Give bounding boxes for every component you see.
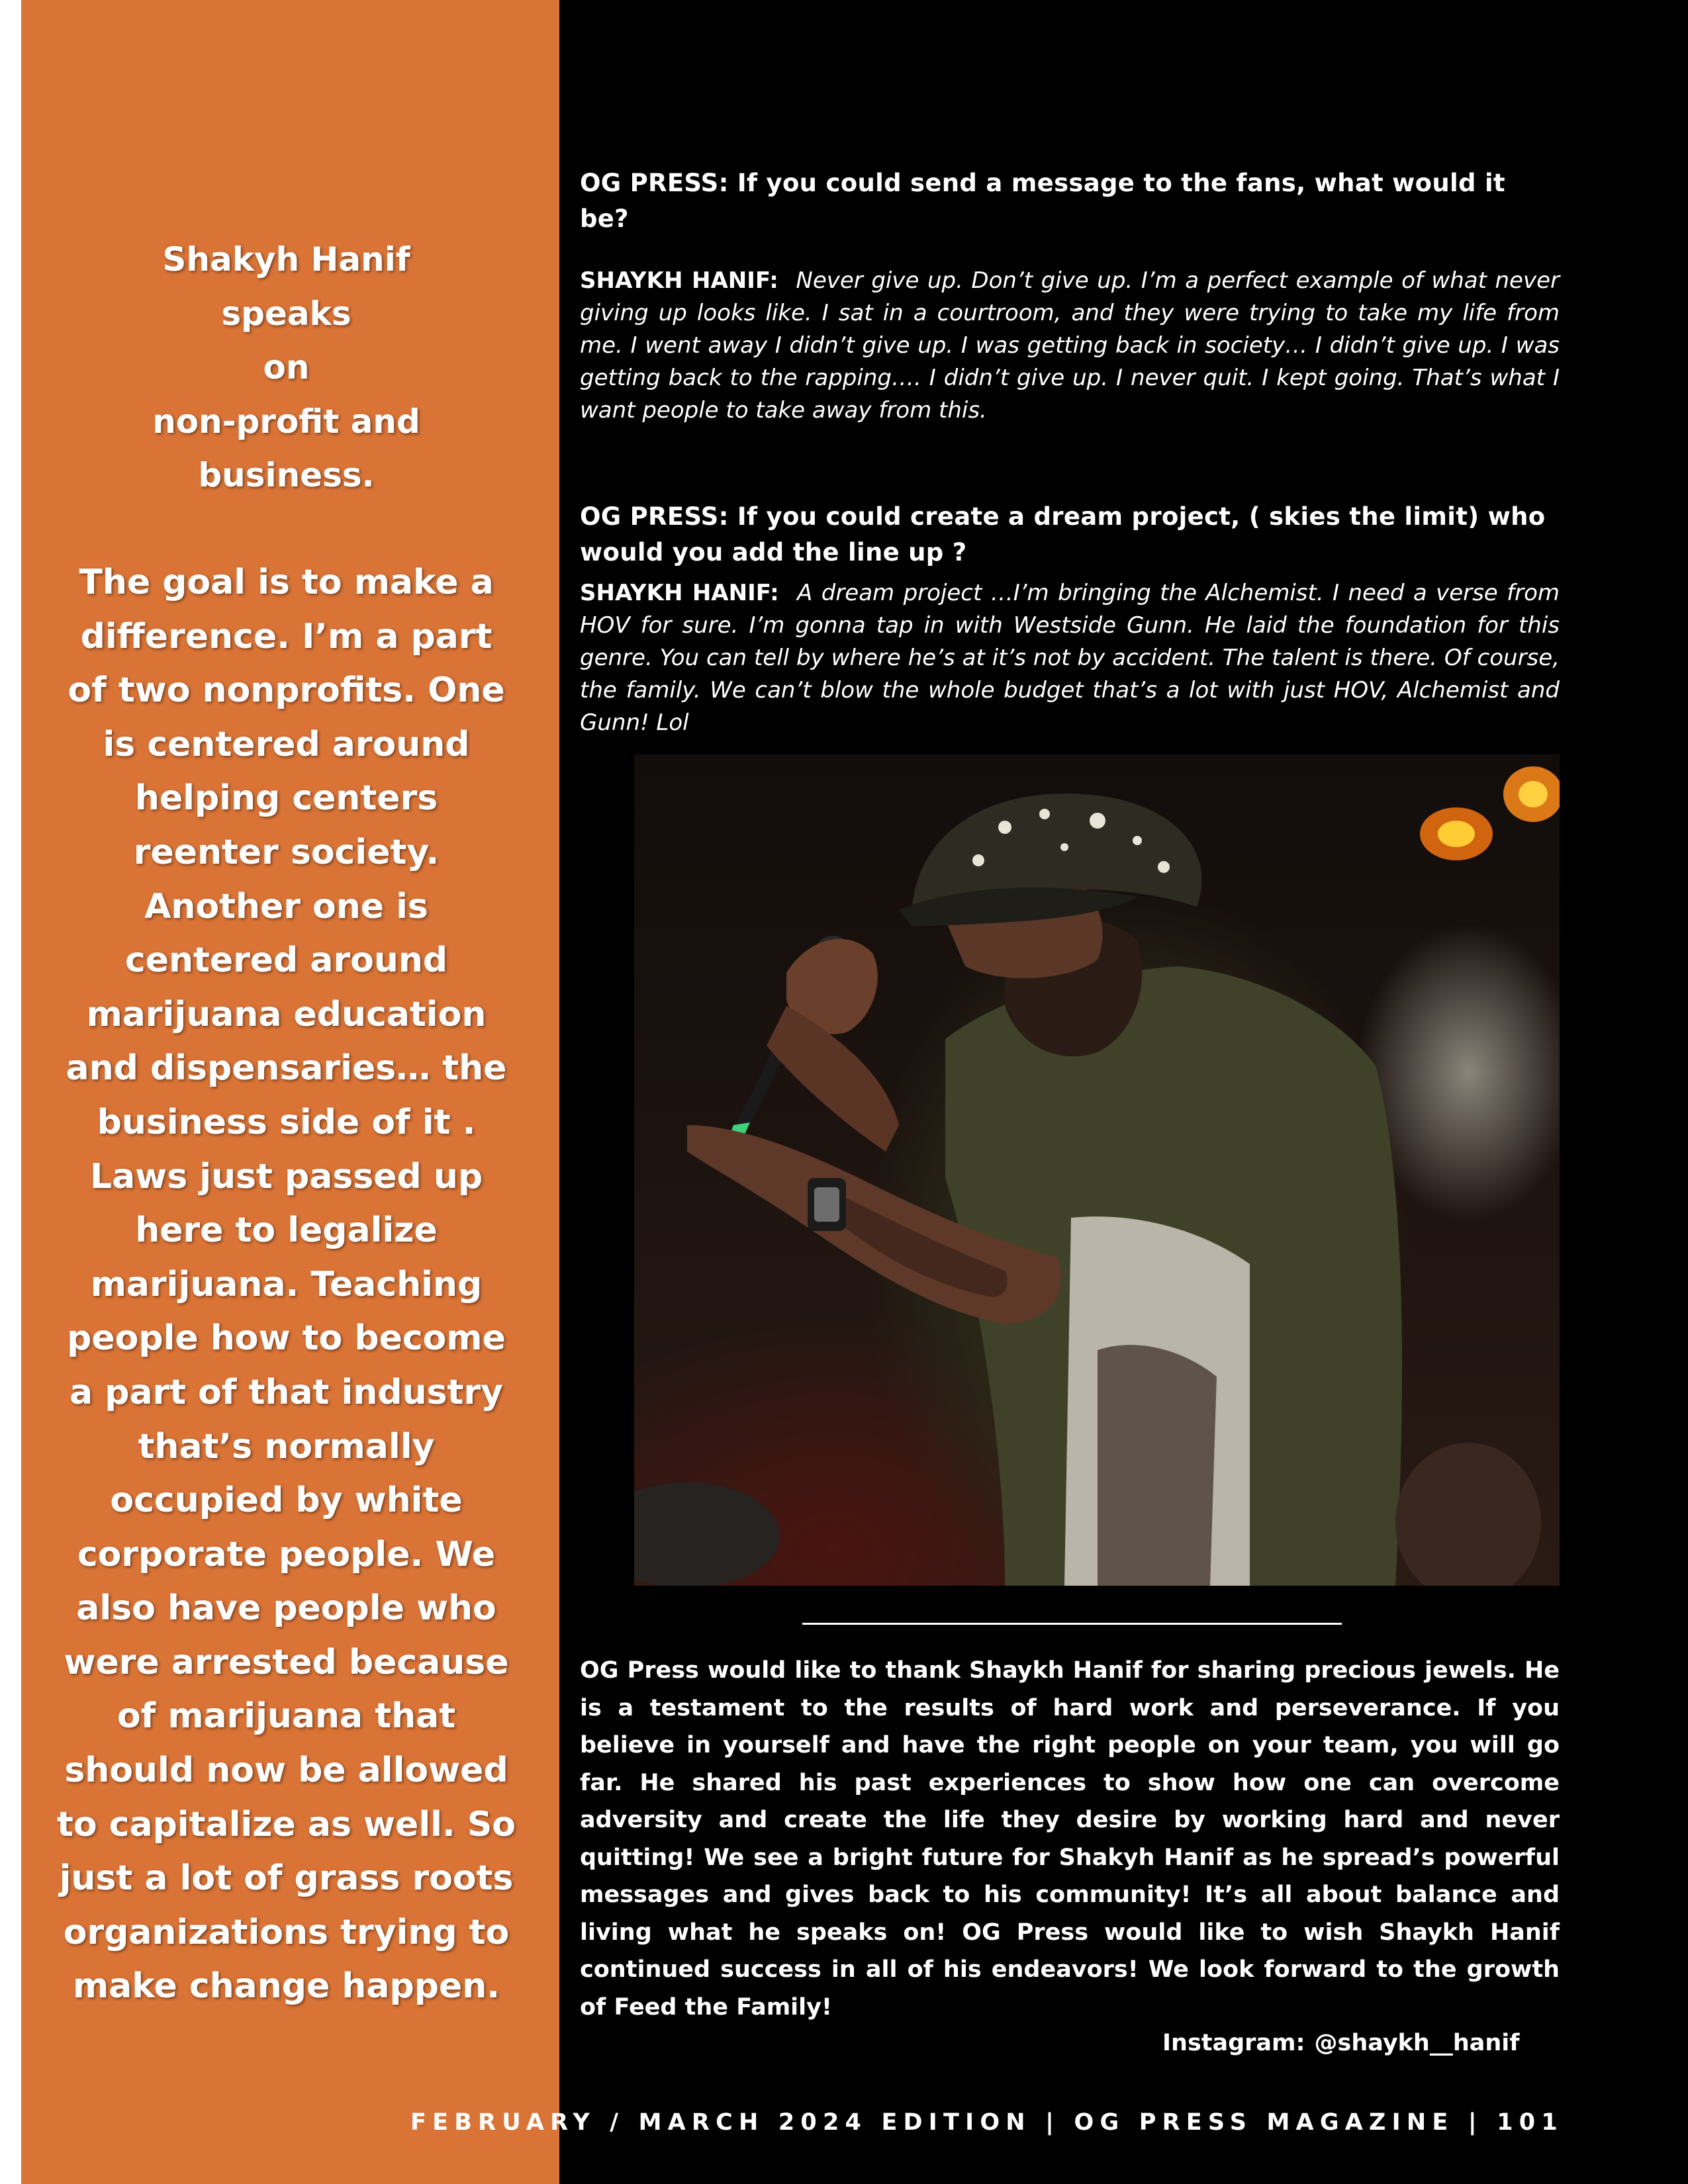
sidebar-heading-line: Shakyh Hanif	[162, 240, 410, 279]
interview-block-2	[580, 499, 1560, 739]
sidebar-heading	[46, 233, 526, 503]
sidebar-heading-line: speaks	[221, 294, 352, 333]
sidebar-heading-line: on	[263, 348, 310, 387]
pull-quote-line: marijuana education	[86, 994, 487, 1034]
performer-photo	[634, 754, 1560, 1586]
pull-quote-line: here to legalize	[135, 1210, 438, 1251]
performer-illustration	[634, 754, 1560, 1586]
sidebar-heading-line: business.	[198, 456, 375, 494]
interview-question: OG PRESS: If you could create a dream project, ( skies the limit) who would you add the line up ?	[580, 502, 1546, 567]
pull-quote-line: that’s normally	[138, 1426, 435, 1467]
page-footer: FEBRUARY / MARCH 2024 EDITION | OG PRESS MAGAZINE | 101	[410, 2109, 1564, 2136]
pull-quote-line: occupied by white	[110, 1480, 463, 1521]
pull-quote-line: to capitalize as well. So	[56, 1804, 516, 1844]
pull-quote-line: marijuana. Teaching	[90, 1264, 483, 1304]
pull-quote-line: reenter society.	[133, 832, 440, 872]
sidebar-heading-line: non-profit and	[152, 402, 420, 441]
pull-quote-line: and dispensaries… the	[66, 1048, 507, 1089]
pull-quote-line: a part of that industry	[70, 1372, 503, 1412]
pull-quote-line: of marijuana that	[117, 1696, 456, 1737]
instagram-label: Instagram:	[1162, 2030, 1305, 2056]
interview-question: OG PRESS: If you could send a message to the fans, what would it be?	[580, 169, 1505, 233]
pull-quote-line: Another one is	[144, 886, 428, 927]
answer-text: Never give up. Don’t give up. I’m a perfect example of what never giving up looks like. I sat in a courtroom, and they were trying to take my life from me. I went away I didn’t give up. I was getting back in society… I didn’t give up. I was getting back to the rapping…. I didn’t give up. I never quit. I kept going. That’s what I want people to take away from this.	[580, 267, 1560, 424]
pull-quote-line: Laws just passed up	[89, 1156, 483, 1197]
answer-text: A dream project …I’m bringing the Alchemist. I need a verse from HOV for sure. I’m gonna tap in with Westside Gunn. He laid the foundation for this genre. You can tell by where he’s at it’s not by accident. The talent is there. Of course, the family. We can’t blow the whole budget that’s a lot with just HOV, Alchemist and Gunn! Lol	[580, 580, 1560, 736]
closing-paragraph: OG Press would like to thank Shaykh Hanif for sharing precious jewels. He is a testament to the results of hard work and perseverance. If you believe in yourself and have the right people on your team, you will go far. He shared his past experiences to show how one can overcome adversity and create the life they desire by working hard and never quitting! We see a bright future for Shakyh Hanif as he spread’s powerful messages and gives back to his community! It’s all about balance and living what he speaks on! OG Press would like to wish Shaykh Hanif continued success in all of his endeavors! We look forward to the growth of Feed the Family!	[580, 1657, 1560, 2021]
instagram-credit	[1162, 2026, 1520, 2060]
pull-quote-line: of two nonprofits. One	[68, 670, 505, 711]
pull-quote-line: The goal is to make a	[79, 563, 494, 602]
pull-quote-line: should now be allowed	[64, 1751, 508, 1791]
interview-answer	[580, 265, 1560, 427]
pull-quote-line: difference. I’m a part	[80, 616, 492, 657]
pull-quote-line: helping centers	[134, 778, 438, 819]
pull-quote-line: corporate people. We	[77, 1534, 496, 1574]
section-divider	[802, 1623, 1342, 1625]
interview-block-1	[580, 165, 1560, 427]
instagram-handle[interactable]: @shaykh__hanif	[1314, 2030, 1520, 2056]
pull-quote-line: is centered around	[103, 724, 470, 764]
pull-quote-line: centered around	[124, 940, 448, 981]
page-edge-strip	[0, 0, 21, 2184]
sidebar-pull-quote	[40, 556, 533, 2014]
pull-quote-line: just a lot of grass roots	[59, 1858, 514, 1899]
answer-speaker: SHAYKH HANIF:	[580, 267, 778, 294]
pull-quote-line: organizations trying to	[63, 1912, 510, 1952]
answer-speaker: SHAYKH HANIF:	[580, 580, 779, 606]
pull-quote-line: were arrested because	[64, 1642, 509, 1682]
pull-quote-line: business side of it .	[97, 1102, 476, 1142]
pull-quote-line: people how to become	[67, 1318, 506, 1359]
pull-quote-line: make change happen.	[73, 1966, 500, 2007]
pull-quote-line: also have people who	[76, 1588, 496, 1629]
interview-answer	[580, 577, 1560, 739]
